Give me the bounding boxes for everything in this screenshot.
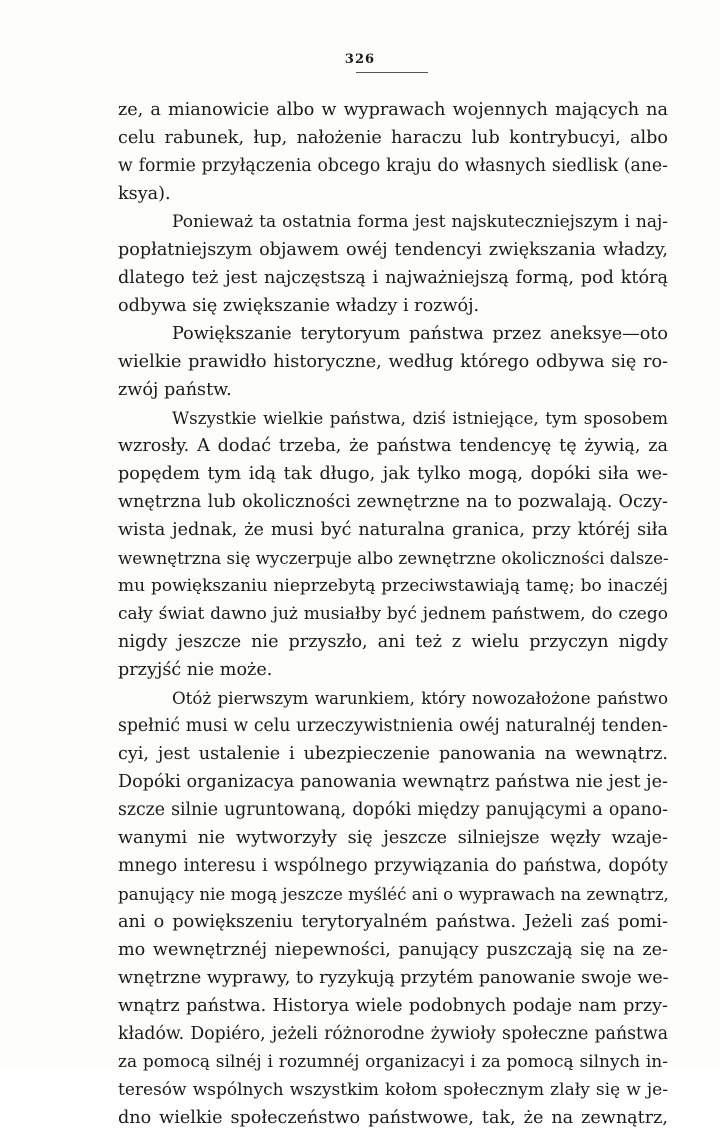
text-line: cały świat dawno już musiałby być jednem państwem, do czego	[118, 604, 668, 624]
text-line: panujący nie mogą jeszcze myśléć ani o wyprawach na zewnątrz,	[118, 884, 669, 904]
text-line: ze, a mianowicie albo w wyprawach wojennych mających na	[118, 100, 668, 120]
text-line: wnątrz państwa. Historya wiele podobnych podaje nam przy-	[118, 996, 668, 1016]
text-line: mu powiększaniu nieprzebytą przeciwstawiają tamę; bo inaczéj	[118, 576, 668, 596]
text-line: wewnętrzna się wyczerpuje albo zewnętrzne okoliczności dalsze-	[118, 548, 669, 568]
paragraph	[118, 404, 668, 684]
text-line: mo wewnętrznéj niepewności, panujący puszczają się na ze-	[118, 940, 668, 960]
text-line: wista jednak, że musi być naturalna granica, przy któréj siła	[118, 520, 668, 540]
text-line: cyi, jest ustalenie i ubezpieczenie panowania na wewnątrz.	[118, 744, 668, 764]
paragraph	[118, 320, 668, 404]
text-line: mnego interesu i wspólnego przywiązania do państwa, dopóty	[118, 856, 668, 876]
text-line: Ponieważ ta ostatnia forma jest najskuteczniejszym i naj-	[172, 212, 668, 232]
text-line: w formie przyłączenia obcego kraju do własnych siedlisk (ane-	[118, 156, 668, 176]
text-line: za pomocą silnéj i rozumnéj organizacyi i za pomocą silnych in-	[118, 1052, 668, 1072]
text-line: kładów. Dopiéro, jeżeli różnorodne żywioły społeczne państwa	[118, 1024, 668, 1044]
text-line: Otóż pierwszym warunkiem, który nowozałożone państwo	[172, 688, 668, 708]
text-line: ani o powiększeniu terytoryalném państwa. Jeżeli zaś pomi-	[118, 912, 668, 932]
text-line: zwój państw.	[118, 380, 232, 400]
text-line: teresów wspólnych wszystkim kołom społecznym zlały się w je-	[118, 1080, 668, 1100]
page-number: 326	[344, 52, 376, 67]
text-line: ksya).	[118, 184, 171, 204]
page-number-rule	[356, 72, 428, 73]
text-line: wnętrzna lub okoliczności zewnętrzne na to pozwalają. Oczy-	[118, 492, 668, 512]
text-line: dno wielkie społeczeństwo państwowe, tak, że na zewnątrz,	[118, 1108, 668, 1128]
paragraph	[118, 208, 668, 320]
text-line: dlatego też jest najczęstszą i najważniejszą formą, pod którą	[118, 268, 668, 288]
text-line: wnętrzne wyprawy, to ryzykują przytém panowanie swoje we-	[118, 968, 669, 988]
text-line: Wszystkie wielkie państwa, dziś istniejące, tym sposobem	[172, 408, 668, 428]
text-line: nigdy jeszcze nie przyszło, ani też z wielu przyczyn nigdy	[118, 632, 668, 652]
paragraph	[118, 684, 668, 1132]
text-line: Powiększanie terytoryum państwa przez aneksye—oto	[172, 324, 668, 344]
paragraph	[118, 96, 668, 208]
text-line: przyjść nie może.	[118, 660, 273, 680]
text-line: celu rabunek, łup, nałożenie haraczu lub kontrybucyi, albo	[118, 128, 668, 148]
text-line: spełnić musi w celu urzeczywistnienia owéj naturalnéj tenden-	[118, 716, 668, 736]
text-line: popędem tym idą tak długo, jak tylko mogą, dopóki siła we-	[118, 464, 668, 484]
text-line: odbywa się zwiększanie władzy i rozwój.	[118, 296, 480, 316]
text-line: wanymi nie wytworzyły się jeszcze silniejsze węzły wzaje-	[118, 828, 668, 848]
text-line: popłatniejszym objawem owéj tendencyi zwiększania władzy,	[118, 240, 668, 260]
text-line: wielkie prawidło historyczne, według którego odbywa się ro-	[118, 352, 668, 372]
body-text	[118, 96, 668, 1132]
text-line: wzrosły. A dodać trzeba, że państwa tendencyę tę żywią, za	[118, 436, 668, 456]
text-line: szcze silnie ugruntowaną, dopóki między panującymi a opano-	[118, 800, 668, 820]
text-line: Dopóki organizacya panowania wewnątrz państwa nie jest je-	[118, 772, 668, 792]
